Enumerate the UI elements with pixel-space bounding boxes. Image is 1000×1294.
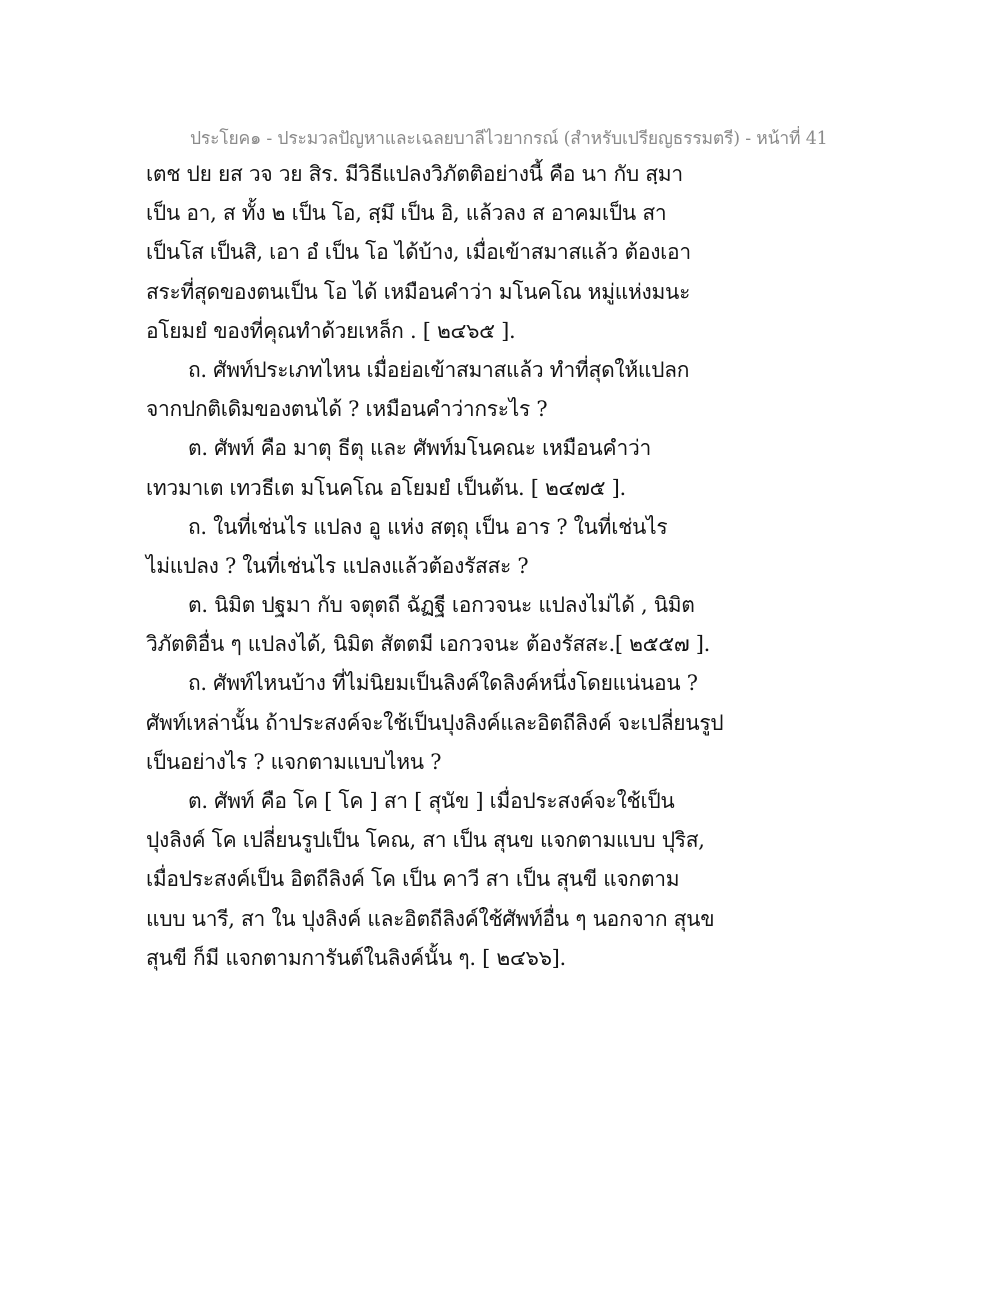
question-line: ถ. ศัพท์ประเภทไหน เมื่อย่อเข้าสมาสแล้ว ทำที่สุดให้แปลก [188,357,690,382]
answer-line: ต. ศัพท์ คือ มาตุ ธีตุ และ ศัพท์มโนคณะ เหมือนคำว่า [188,436,651,461]
text-line: สุนขี ก็มี แจกตามการันต์ในลิงค์นั้น ๆ. [ ๒๔๖๖]. [146,945,566,970]
text-line: ศัพท์เหล่านั้น ถ้าประสงค์จะใช้เป็นปุงลิงค์และอิตถีลิงค์ จะเปลี่ยนรูป [146,710,724,735]
answer-line: ต. ศัพท์ คือ โค [ โค ] สา [ สุนัข ] เมื่อประสงค์จะใช้เป็น [188,789,675,813]
text-line: จากปกติเดิมของตนได้ ? เหมือนคำว่ากระไร ? [146,397,548,422]
text-line: แบบ นารี, สา ใน ปุงลิงค์ และอิตถีลิงค์ใช้ศัพท์อื่น ๆ นอกจาก สุนข [146,906,715,931]
text-line: สระที่สุดของตนเป็น โอ ได้ เหมือนคำว่า มโนคโณ หมู่แห่งมนะ [146,279,691,304]
text-line: วิภัตติอื่น ๆ แปลงได้, นิมิต สัตตมี เอกวจนะ ต้องรัสสะ.[ ๒๕๕๗ ]. [146,632,710,657]
text-line: เป็นอย่างไร ? แจกตามแบบไหน ? [146,749,442,774]
question-line: ถ. ในที่เช่นไร แปลง อู แห่ง สตฺถุ เป็น อาร ? ในที่เช่นไร [188,514,668,539]
answer-line: ต. นิมิต ปฐมา กับ จตุตถี ฉัฏฐี เอกวจนะ แปลงไม่ได้ , นิมิต [188,593,695,618]
text-line: เป็น อา, ส ทั้ง ๒ เป็น โอ, สฺมึ เป็น อิ, แล้วลง ส อาคมเป็น สา [146,201,667,226]
text-line: เตช ปย ยส วจ วย สิร. มีวิธีแปลงวิภัตติอย่างนี้ คือ นา กับ สฺมา [146,162,683,186]
page-header: ประโยค๑ - ประมวลปัญหาและเฉลยบาลีไวยากรณ์ (สำหรับเปรียญธรรมตรี) - หน้าที่ 41 [190,129,828,149]
text-line: เมื่อประสงค์เป็น อิตถีลิงค์ โค เป็น คาวี สา เป็น สุนขี แจกตาม [146,867,680,892]
text-line: เทวมาเต เทวธีเต มโนคโณ อโยมยํ เป็นต้น. [ ๒๔๗๕ ]. [146,475,626,500]
text-line: อโยมยํ ของที่คุณทำด้วยเหล็ก . [ ๒๔๖๕ ]. [146,318,516,343]
document-body [146,155,846,978]
question-line: ถ. ศัพท์ไหนบ้าง ที่ไม่นิยมเป็นลิงค์ใดลิงค์หนึ่งโดยแน่นอน ? [188,671,698,696]
text-line: ไม่แปลง ? ในที่เช่นไร แปลงแล้วต้องรัสสะ ? [146,553,529,578]
text-line: ปุงลิงค์ โค เปลี่ยนรูปเป็น โคณ, สา เป็น สุนข แจกตามแบบ ปุริส, [146,828,705,853]
text-line: เป็นโส เป็นสิ, เอา อํ เป็น โอ ได้บ้าง, เมื่อเข้าสมาสแล้ว ต้องเอา [146,240,691,265]
